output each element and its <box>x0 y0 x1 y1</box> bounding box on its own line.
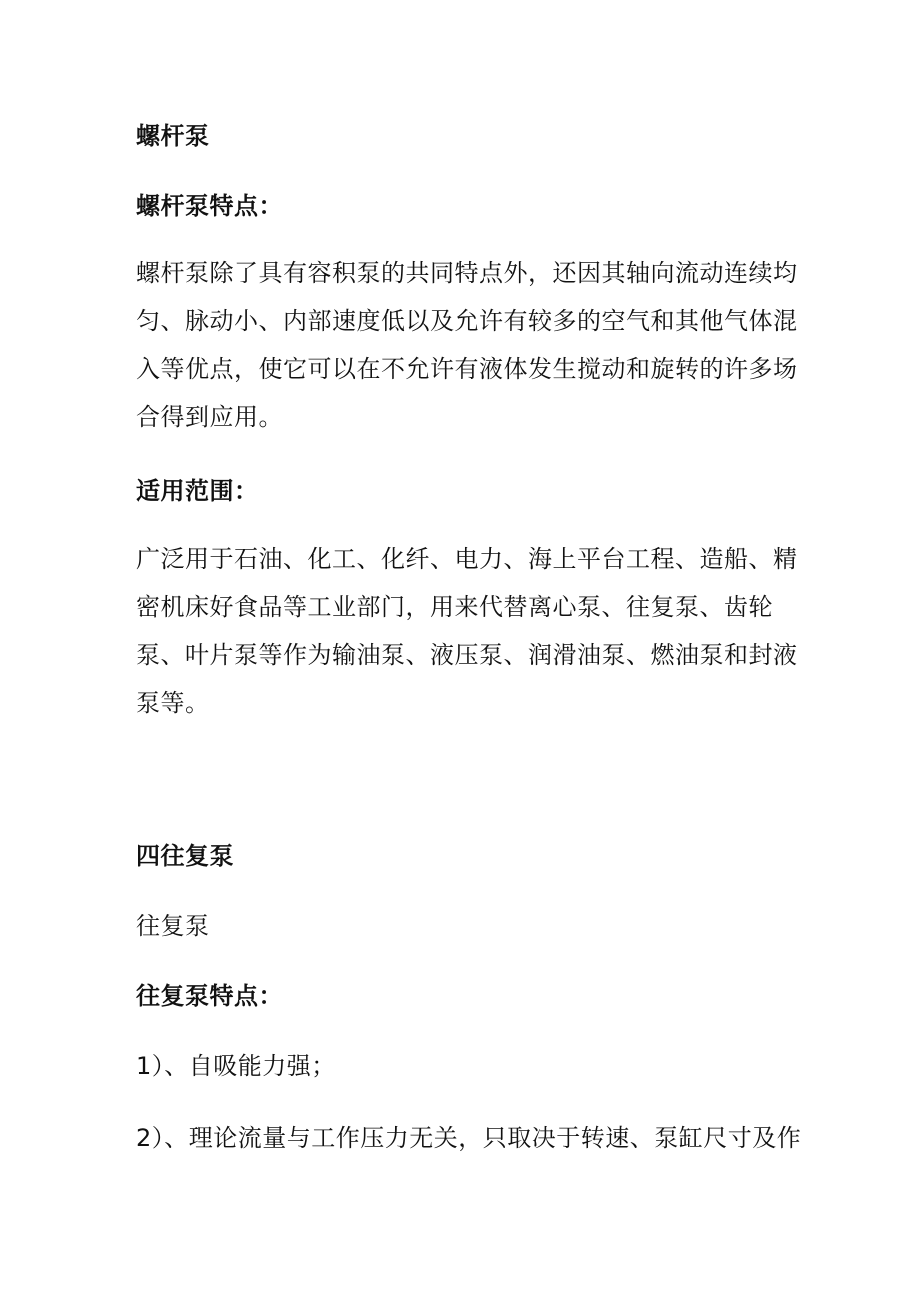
paragraph-line: 广泛用于石油、化工、化纤、电力、海上平台工程、造船、精 <box>136 545 798 573</box>
list-item: 2）、理论流量与工作压力无关，只取决于转速、泵缸尺寸及作 <box>136 1124 802 1152</box>
paragraph-line: 匀、脉动小、内部速度低以及允许有较多的空气和其他气体混 <box>136 307 798 335</box>
screw-pump-features-heading: 螺杆泵特点： <box>136 192 283 220</box>
paragraph-line: 入等优点，使它可以在不允许有液体发生搅动和旋转的许多场 <box>136 355 798 383</box>
reciprocating-pump-features-heading: 往复泵特点： <box>136 982 283 1010</box>
paragraph-line: 泵、叶片泵等作为输油泵、液压泵、润滑油泵、燃油泵和封液 <box>136 641 798 669</box>
paragraph-line: 合得到应用。 <box>136 403 283 431</box>
paragraph-line: 密机床好食品等工业部门，用来代替离心泵、往复泵、齿轮 <box>136 593 773 621</box>
screw-pump-features-paragraph <box>136 249 798 441</box>
reciprocating-pump-subtitle: 往复泵 <box>136 912 210 940</box>
scope-paragraph <box>136 535 798 727</box>
paragraph-line: 泵等。 <box>136 689 210 717</box>
list-item: 1）、自吸能力强； <box>136 1052 336 1080</box>
paragraph-line: 螺杆泵除了具有容积泵的共同特点外，还因其轴向流动连续均 <box>136 259 798 287</box>
scope-heading: 适用范围： <box>136 477 259 505</box>
section-title-reciprocating-pump: 四往复泵 <box>136 842 234 870</box>
section-title-screw-pump: 螺杆泵 <box>136 122 210 150</box>
